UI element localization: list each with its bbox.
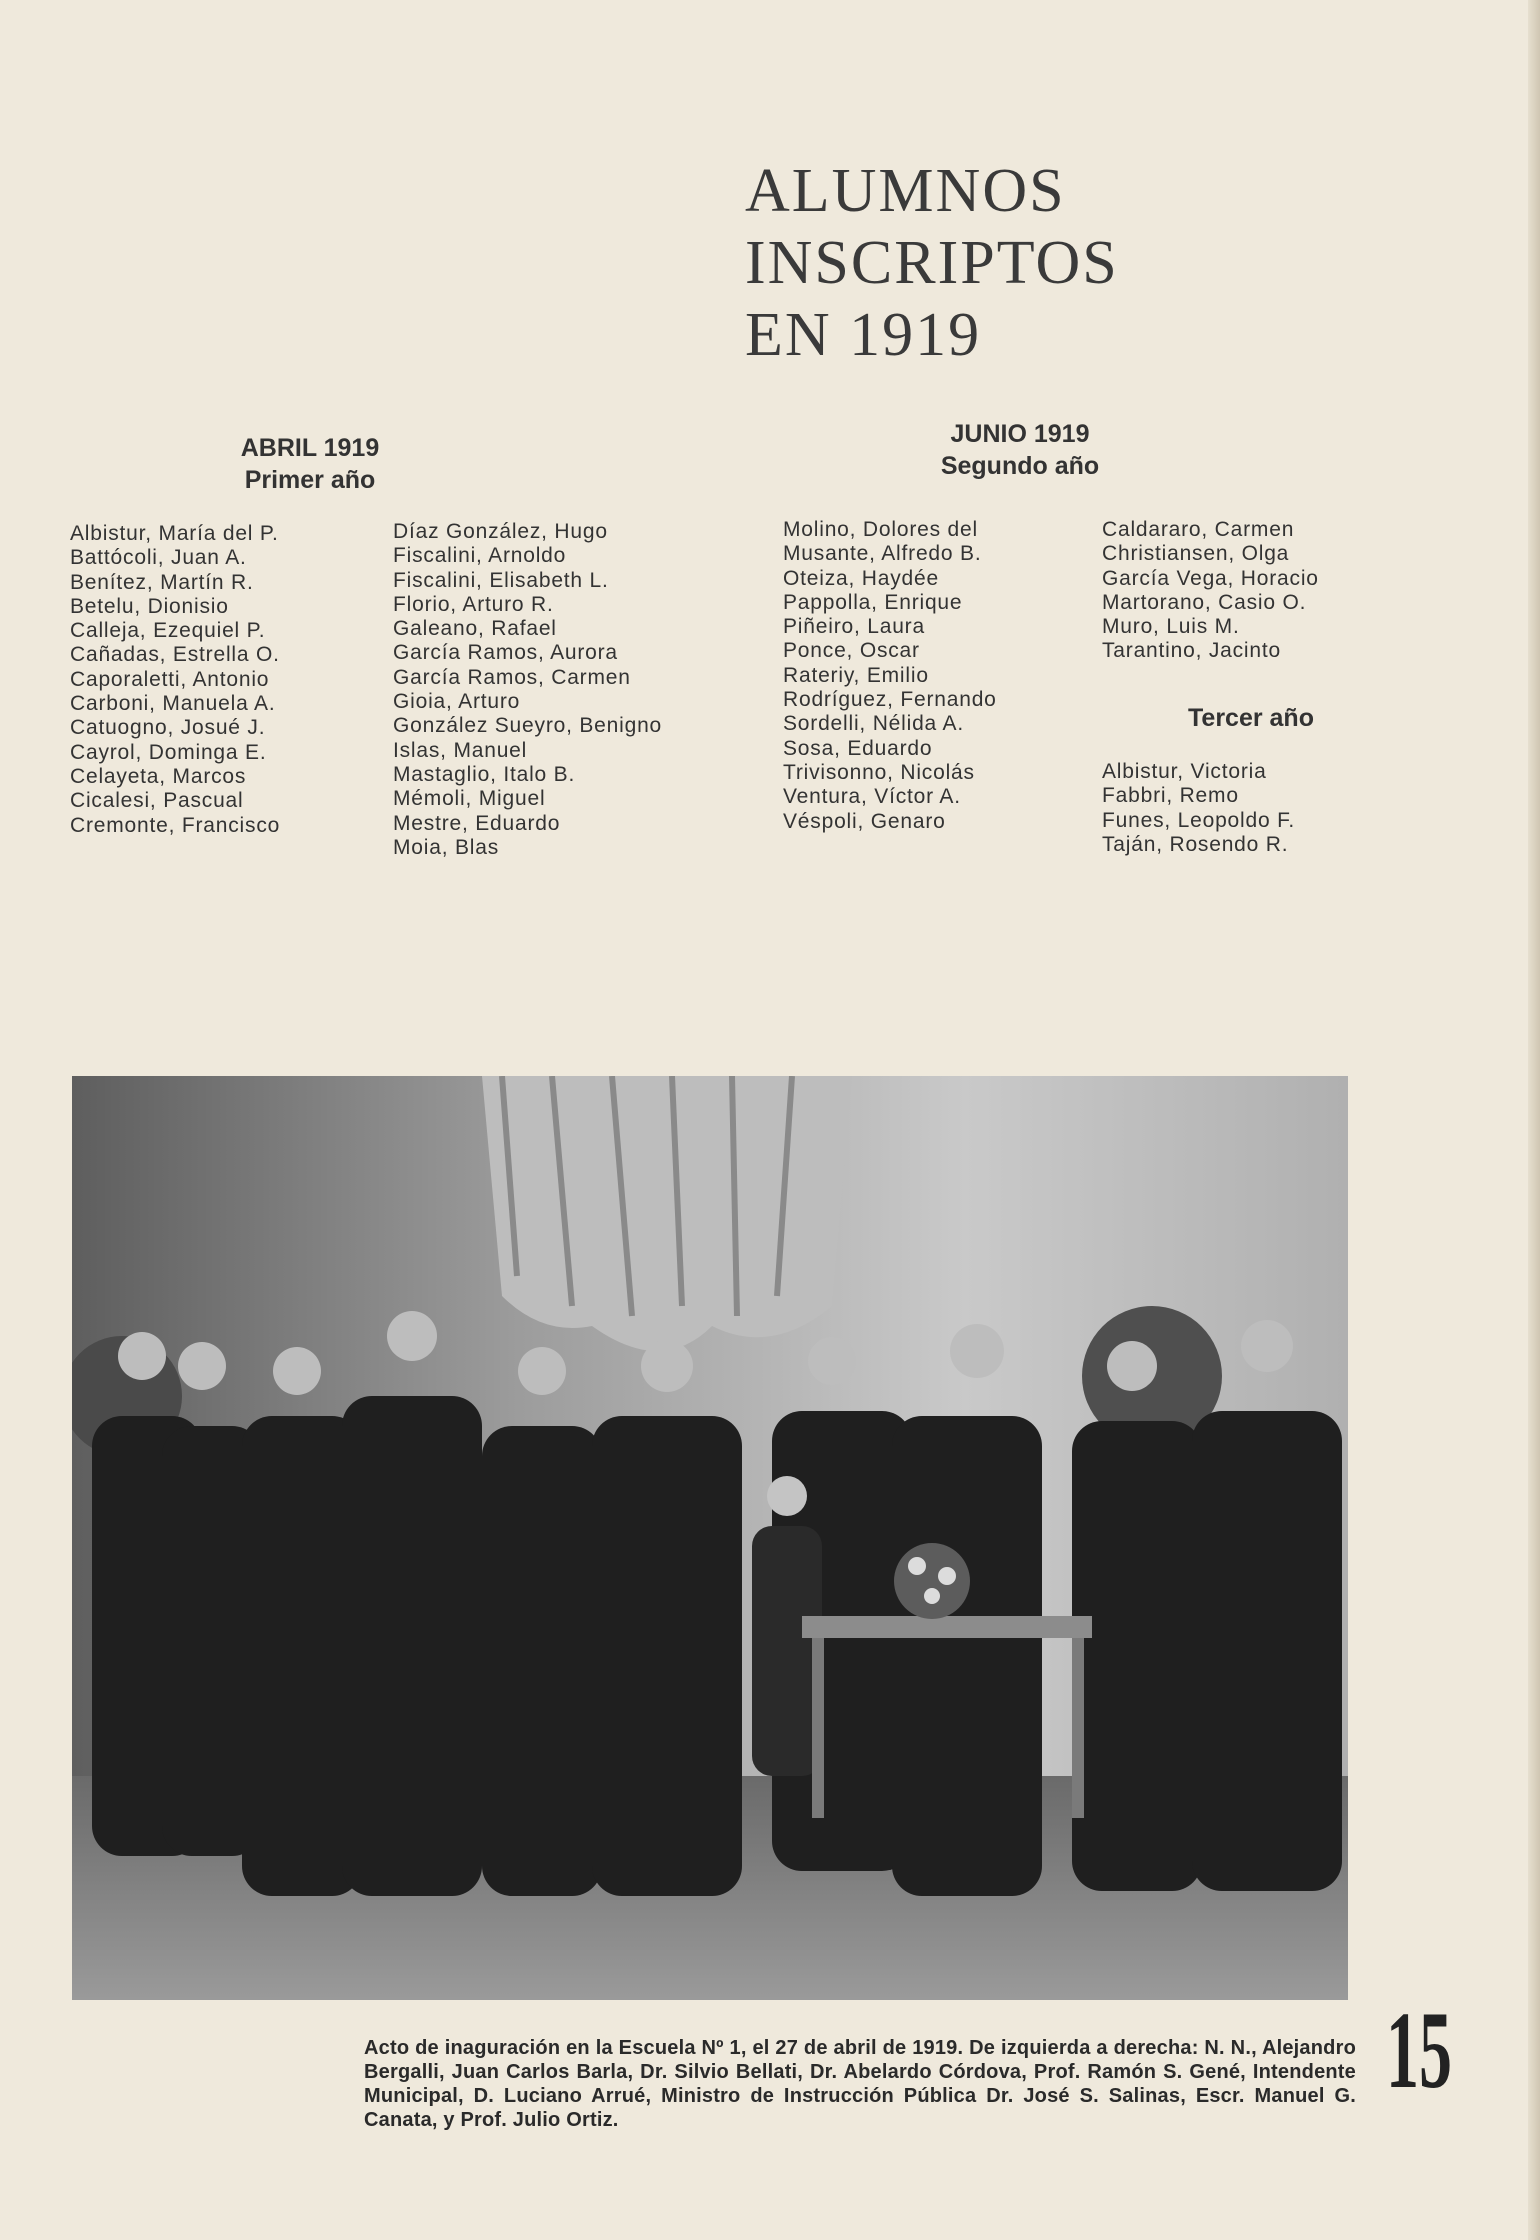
list-item: Fabbri, Remo bbox=[1102, 784, 1239, 808]
abril-heading-date: ABRIL 1919 bbox=[240, 434, 380, 462]
list-item: Tarantino, Jacinto bbox=[1102, 639, 1281, 663]
list-item: Oteiza, Haydée bbox=[783, 566, 939, 590]
list-item: González Sueyro, Benigno bbox=[393, 714, 663, 738]
list-item: Mestre, Eduardo bbox=[393, 811, 561, 835]
list-item: Funes, Leopoldo F. bbox=[1102, 808, 1296, 832]
list-item: García Vega, Horacio bbox=[1102, 566, 1319, 590]
list-item: Cicalesi, Pascual bbox=[70, 789, 244, 813]
list-item: Taján, Rosendo R. bbox=[1102, 832, 1289, 856]
junio-heading bbox=[910, 418, 1130, 482]
list-item: Cañadas, Estrella O. bbox=[70, 643, 280, 667]
abril-list-2 bbox=[393, 520, 662, 860]
page-edge bbox=[1528, 0, 1540, 2240]
list-item: Trivisonno, Nicolás bbox=[783, 760, 975, 784]
title-line: EN 1919 bbox=[745, 301, 982, 369]
list-item: Catuogno, Josué J. bbox=[70, 716, 266, 740]
list-item: Ventura, Víctor A. bbox=[783, 785, 961, 809]
list-item: Islas, Manuel bbox=[393, 738, 528, 762]
list-item: Fiscalini, Elisabeth L. bbox=[393, 568, 609, 592]
list-item: Celayeta, Marcos bbox=[70, 764, 247, 788]
list-item: Ponce, Oscar bbox=[783, 639, 920, 663]
photo-caption: Acto de inaguración en la Escuela Nº 1, el 27 de abril de 1919. De izquierda a derecha: N. N., Alejandro Bergalli, Juan Carlos Barla, Dr. Silvio Bellati, Dr. Abelardo Córdova, Prof. Ramón S. Gené, Intendente Municipal, D. Luciano Arrué, Ministro de Instrucción Pública Dr. José S. Salinas, Escr. Manuel G. Canata, y Prof. Julio Ortiz. bbox=[364, 2037, 1356, 2131]
title-line: INSCRIPTOS bbox=[745, 229, 1119, 297]
tercer-heading: Tercer año bbox=[1188, 704, 1314, 732]
list-item: Christiansen, Olga bbox=[1102, 542, 1290, 566]
junio-list-1 bbox=[783, 518, 997, 834]
abril-heading bbox=[210, 432, 410, 496]
list-item: Galeano, Rafael bbox=[393, 617, 557, 641]
list-item: Musante, Alfredo B. bbox=[783, 542, 982, 566]
page-title bbox=[745, 155, 1119, 371]
title-line: ALUMNOS bbox=[745, 157, 1066, 225]
list-item: Piñeiro, Laura bbox=[783, 615, 925, 639]
list-item: Rateriy, Emilio bbox=[783, 663, 929, 687]
list-item: Benítez, Martín R. bbox=[70, 570, 254, 594]
list-item: Díaz González, Hugo bbox=[393, 520, 608, 543]
list-item: Martorano, Casio O. bbox=[1102, 590, 1307, 614]
junio-heading-date: JUNIO 1919 bbox=[950, 420, 1090, 448]
list-item: Véspoli, Genaro bbox=[783, 809, 946, 833]
list-item: Calleja, Ezequiel P. bbox=[70, 619, 266, 643]
list-item: Battócoli, Juan A. bbox=[70, 546, 247, 570]
list-item: Gioia, Arturo bbox=[393, 690, 521, 714]
list-item: Betelu, Dionisio bbox=[70, 594, 229, 618]
list-item: Caldararo, Carmen bbox=[1102, 518, 1295, 541]
list-item: Cremonte, Francisco bbox=[70, 813, 281, 837]
list-item: Pappolla, Enrique bbox=[783, 590, 963, 614]
list-item: Mémoli, Miguel bbox=[393, 787, 546, 811]
list-item: Fiscalini, Arnoldo bbox=[393, 544, 567, 568]
list-item: Sordelli, Nélida A. bbox=[783, 712, 964, 736]
photo-illustration bbox=[72, 1076, 1348, 2000]
list-item: Florio, Arturo R. bbox=[393, 592, 554, 616]
inauguration-photo bbox=[72, 1076, 1348, 2000]
list-item: Rodríguez, Fernando bbox=[783, 688, 997, 712]
abril-heading-year: Primer año bbox=[244, 466, 376, 494]
list-item: Carboni, Manuela A. bbox=[70, 692, 276, 716]
tercer-list bbox=[1102, 760, 1295, 857]
abril-list-1 bbox=[70, 522, 280, 838]
page-number: 15 bbox=[1386, 1989, 1452, 2111]
list-item: Muro, Luis M. bbox=[1102, 615, 1240, 639]
list-item: García Ramos, Aurora bbox=[393, 641, 618, 665]
list-item: Cayrol, Dominga E. bbox=[70, 740, 267, 764]
list-item: Albistur, Victoria bbox=[1102, 760, 1267, 783]
list-item: Albistur, María del P. bbox=[70, 522, 279, 545]
list-item: Mastaglio, Italo B. bbox=[393, 762, 576, 786]
list-item: García Ramos, Carmen bbox=[393, 665, 631, 689]
junio-list-2 bbox=[1102, 518, 1319, 664]
list-item: Molino, Dolores del bbox=[783, 518, 978, 541]
list-item: Caporaletti, Antonio bbox=[70, 667, 270, 691]
list-item: Sosa, Eduardo bbox=[783, 736, 933, 760]
list-item: Moia, Blas bbox=[393, 835, 500, 859]
junio-heading-year: Segundo año bbox=[940, 452, 1100, 480]
